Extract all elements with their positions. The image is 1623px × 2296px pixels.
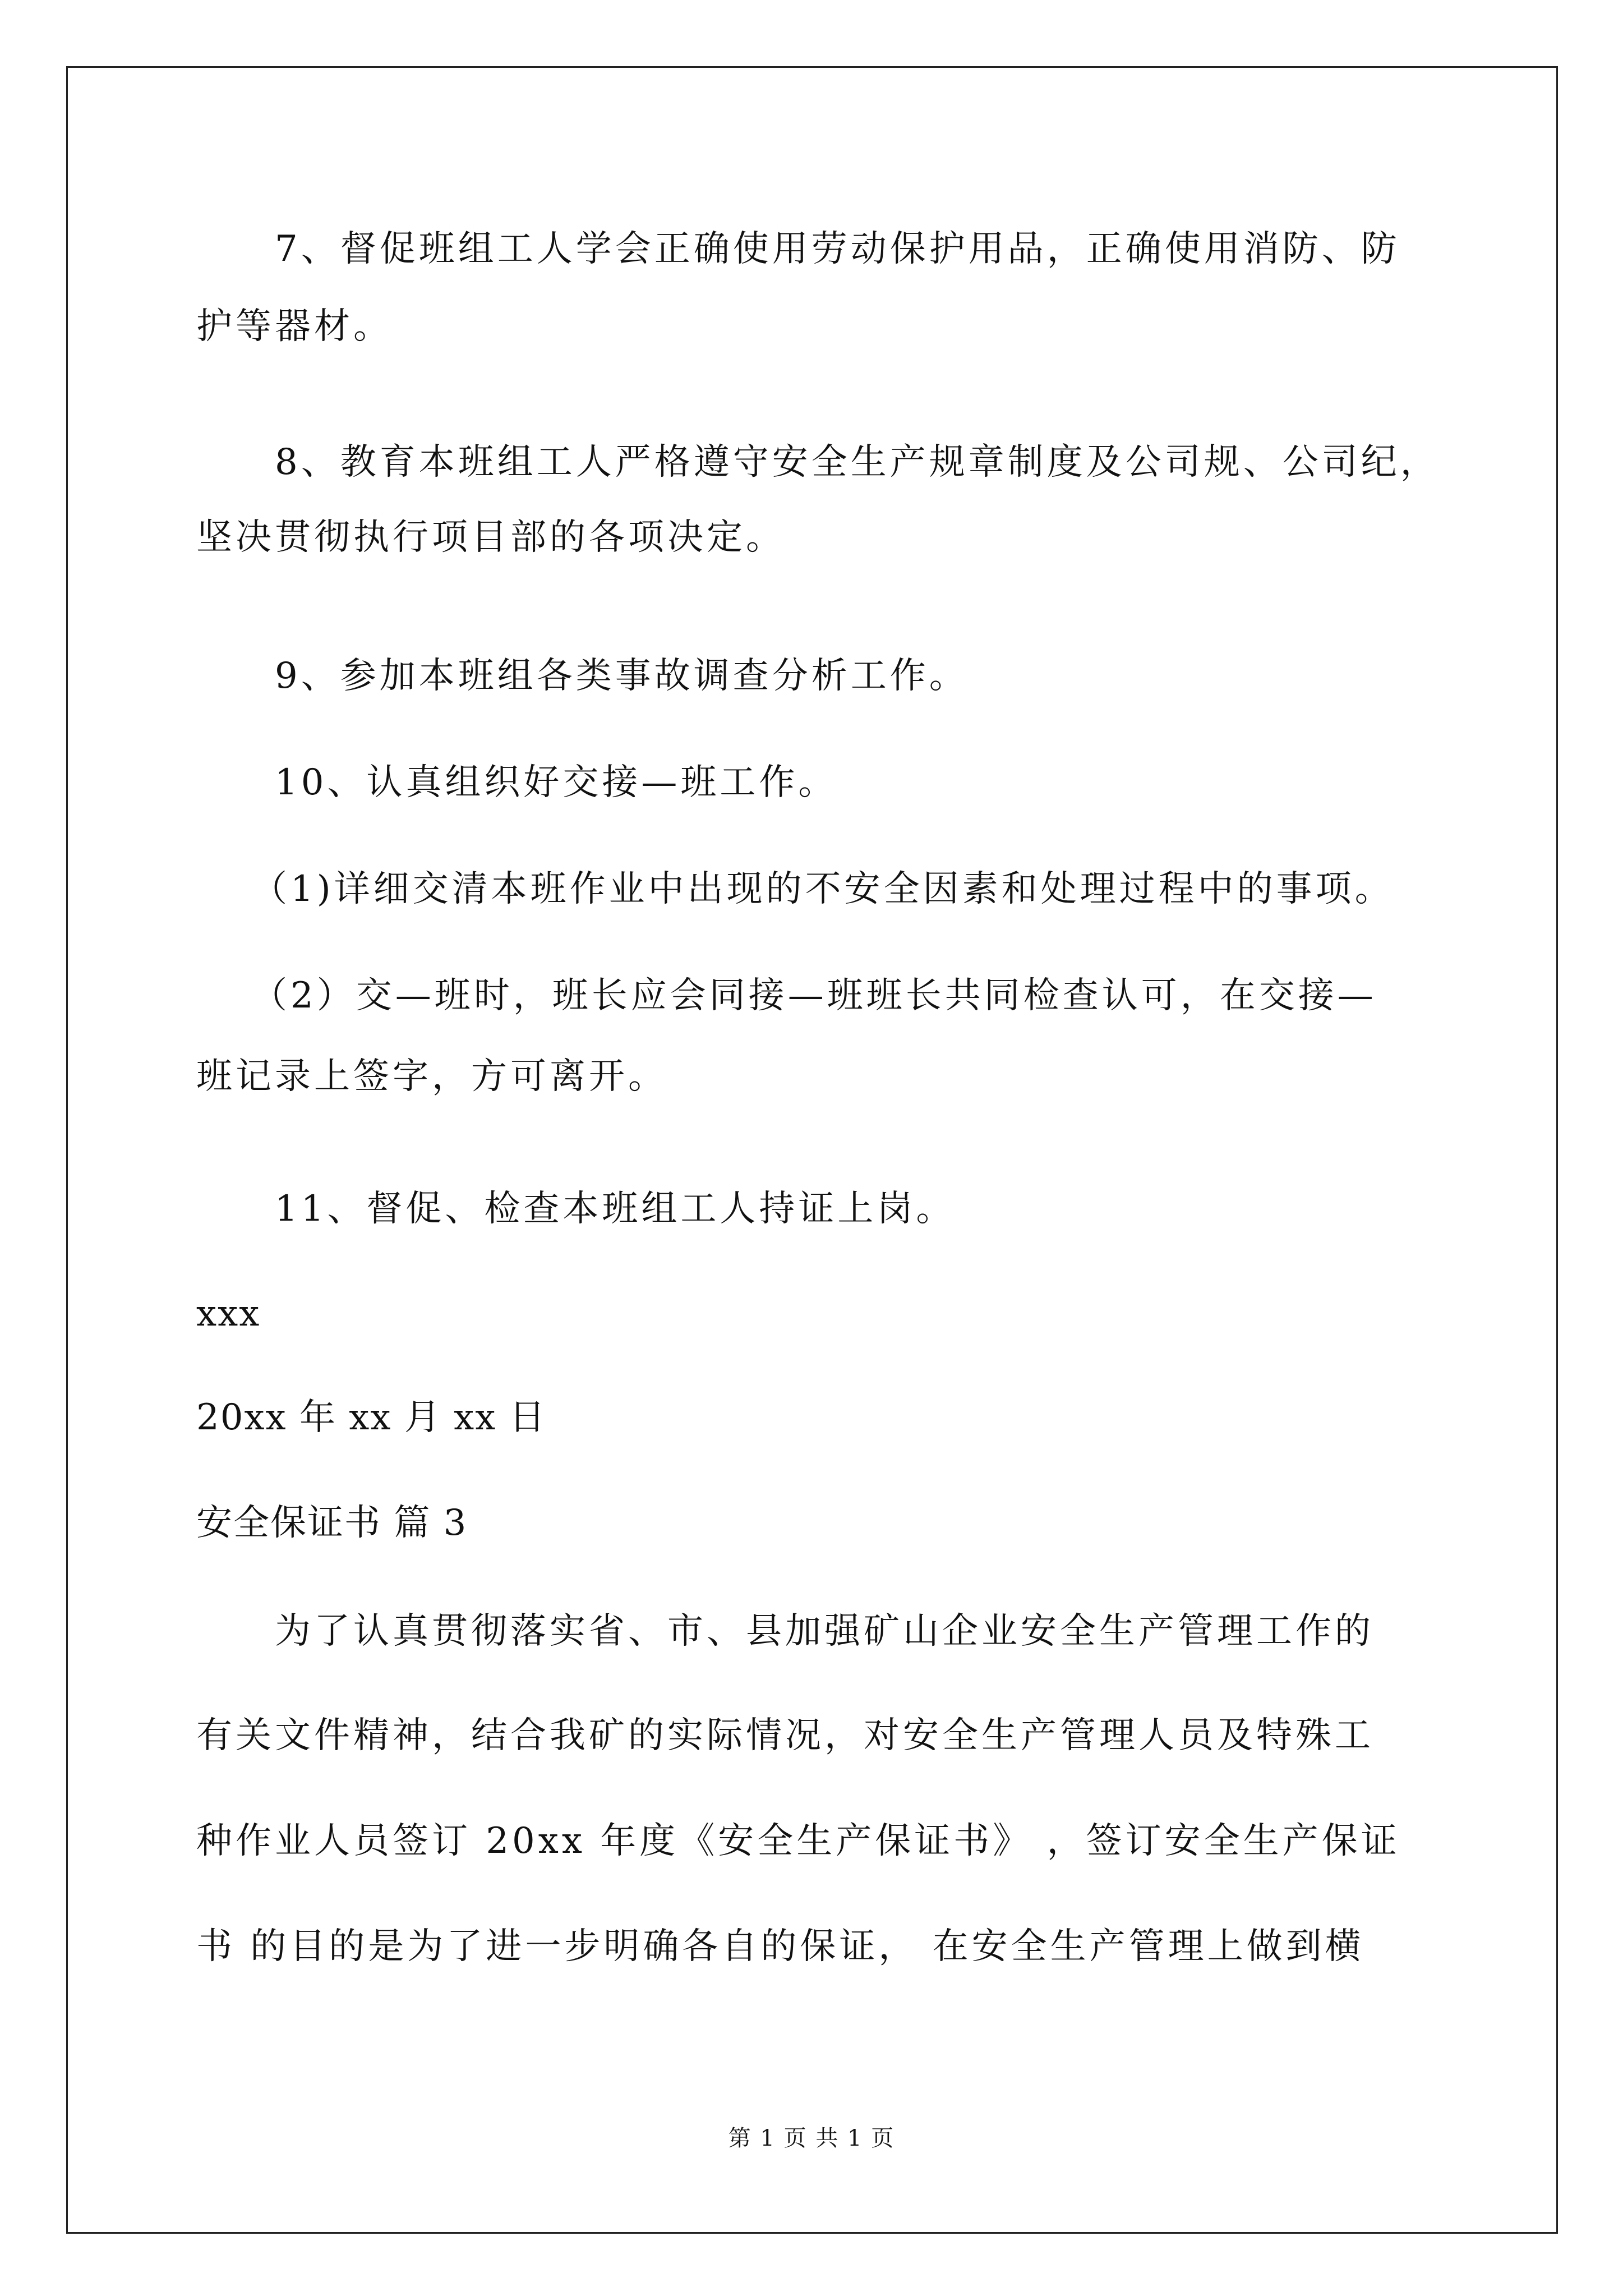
text-line-item-8-cont: 坚决贯彻执行项目部的各项决定。	[196, 517, 785, 558]
paragraph-line-4: 书 的目的是为了进一步明确各自的保证， 在安全生产管理上做到横	[196, 1926, 1364, 1967]
text-line-item-7: 7、督促班组工人学会正确使用劳动保护用品，正确使用消防、防	[275, 228, 1400, 270]
text-line-item-7-cont: 护等器材。	[196, 306, 393, 347]
page-border	[66, 66, 1558, 2234]
text-line-sub-1: （1)详细交清本班作业中出现的不安全因素和处理过程中的事项。	[251, 868, 1394, 910]
section-heading: 安全保证书 篇 3	[196, 1502, 468, 1544]
text-line-item-10: 10、认真组织好交接—班工作。	[275, 762, 838, 803]
text-line-item-9: 9、参加本班组各类事故调查分析工作。	[275, 655, 969, 697]
signature-name: xxx	[196, 1293, 261, 1335]
text-line-sub-2-cont: 班记录上签字，方可离开。	[196, 1056, 667, 1097]
paragraph-line-1: 为了认真贯彻落实省、市、县加强矿山企业安全生产管理工作的	[275, 1611, 1374, 1652]
text-line-item-11: 11、督促、检查本班组工人持证上岗。	[275, 1188, 956, 1230]
paragraph-line-2: 有关文件精神，结合我矿的实际情况，对安全生产管理人员及特殊工	[196, 1715, 1374, 1756]
page-footer: 第 1 页 共 1 页	[728, 2125, 895, 2151]
signature-date: 20xx 年 xx 月 xx 日	[196, 1397, 546, 1438]
text-line-sub-2: （2）交—班时，班长应会同接—班班长共同检查认可，在交接—	[251, 975, 1377, 1016]
text-line-item-8: 8、教育本班组工人严格遵守安全生产规章制度及公司规、公司纪，	[275, 441, 1440, 483]
paragraph-line-3: 种作业人员签订 20xx 年度《安全生产保证书》 ，签订安全生产保证	[196, 1820, 1400, 1862]
